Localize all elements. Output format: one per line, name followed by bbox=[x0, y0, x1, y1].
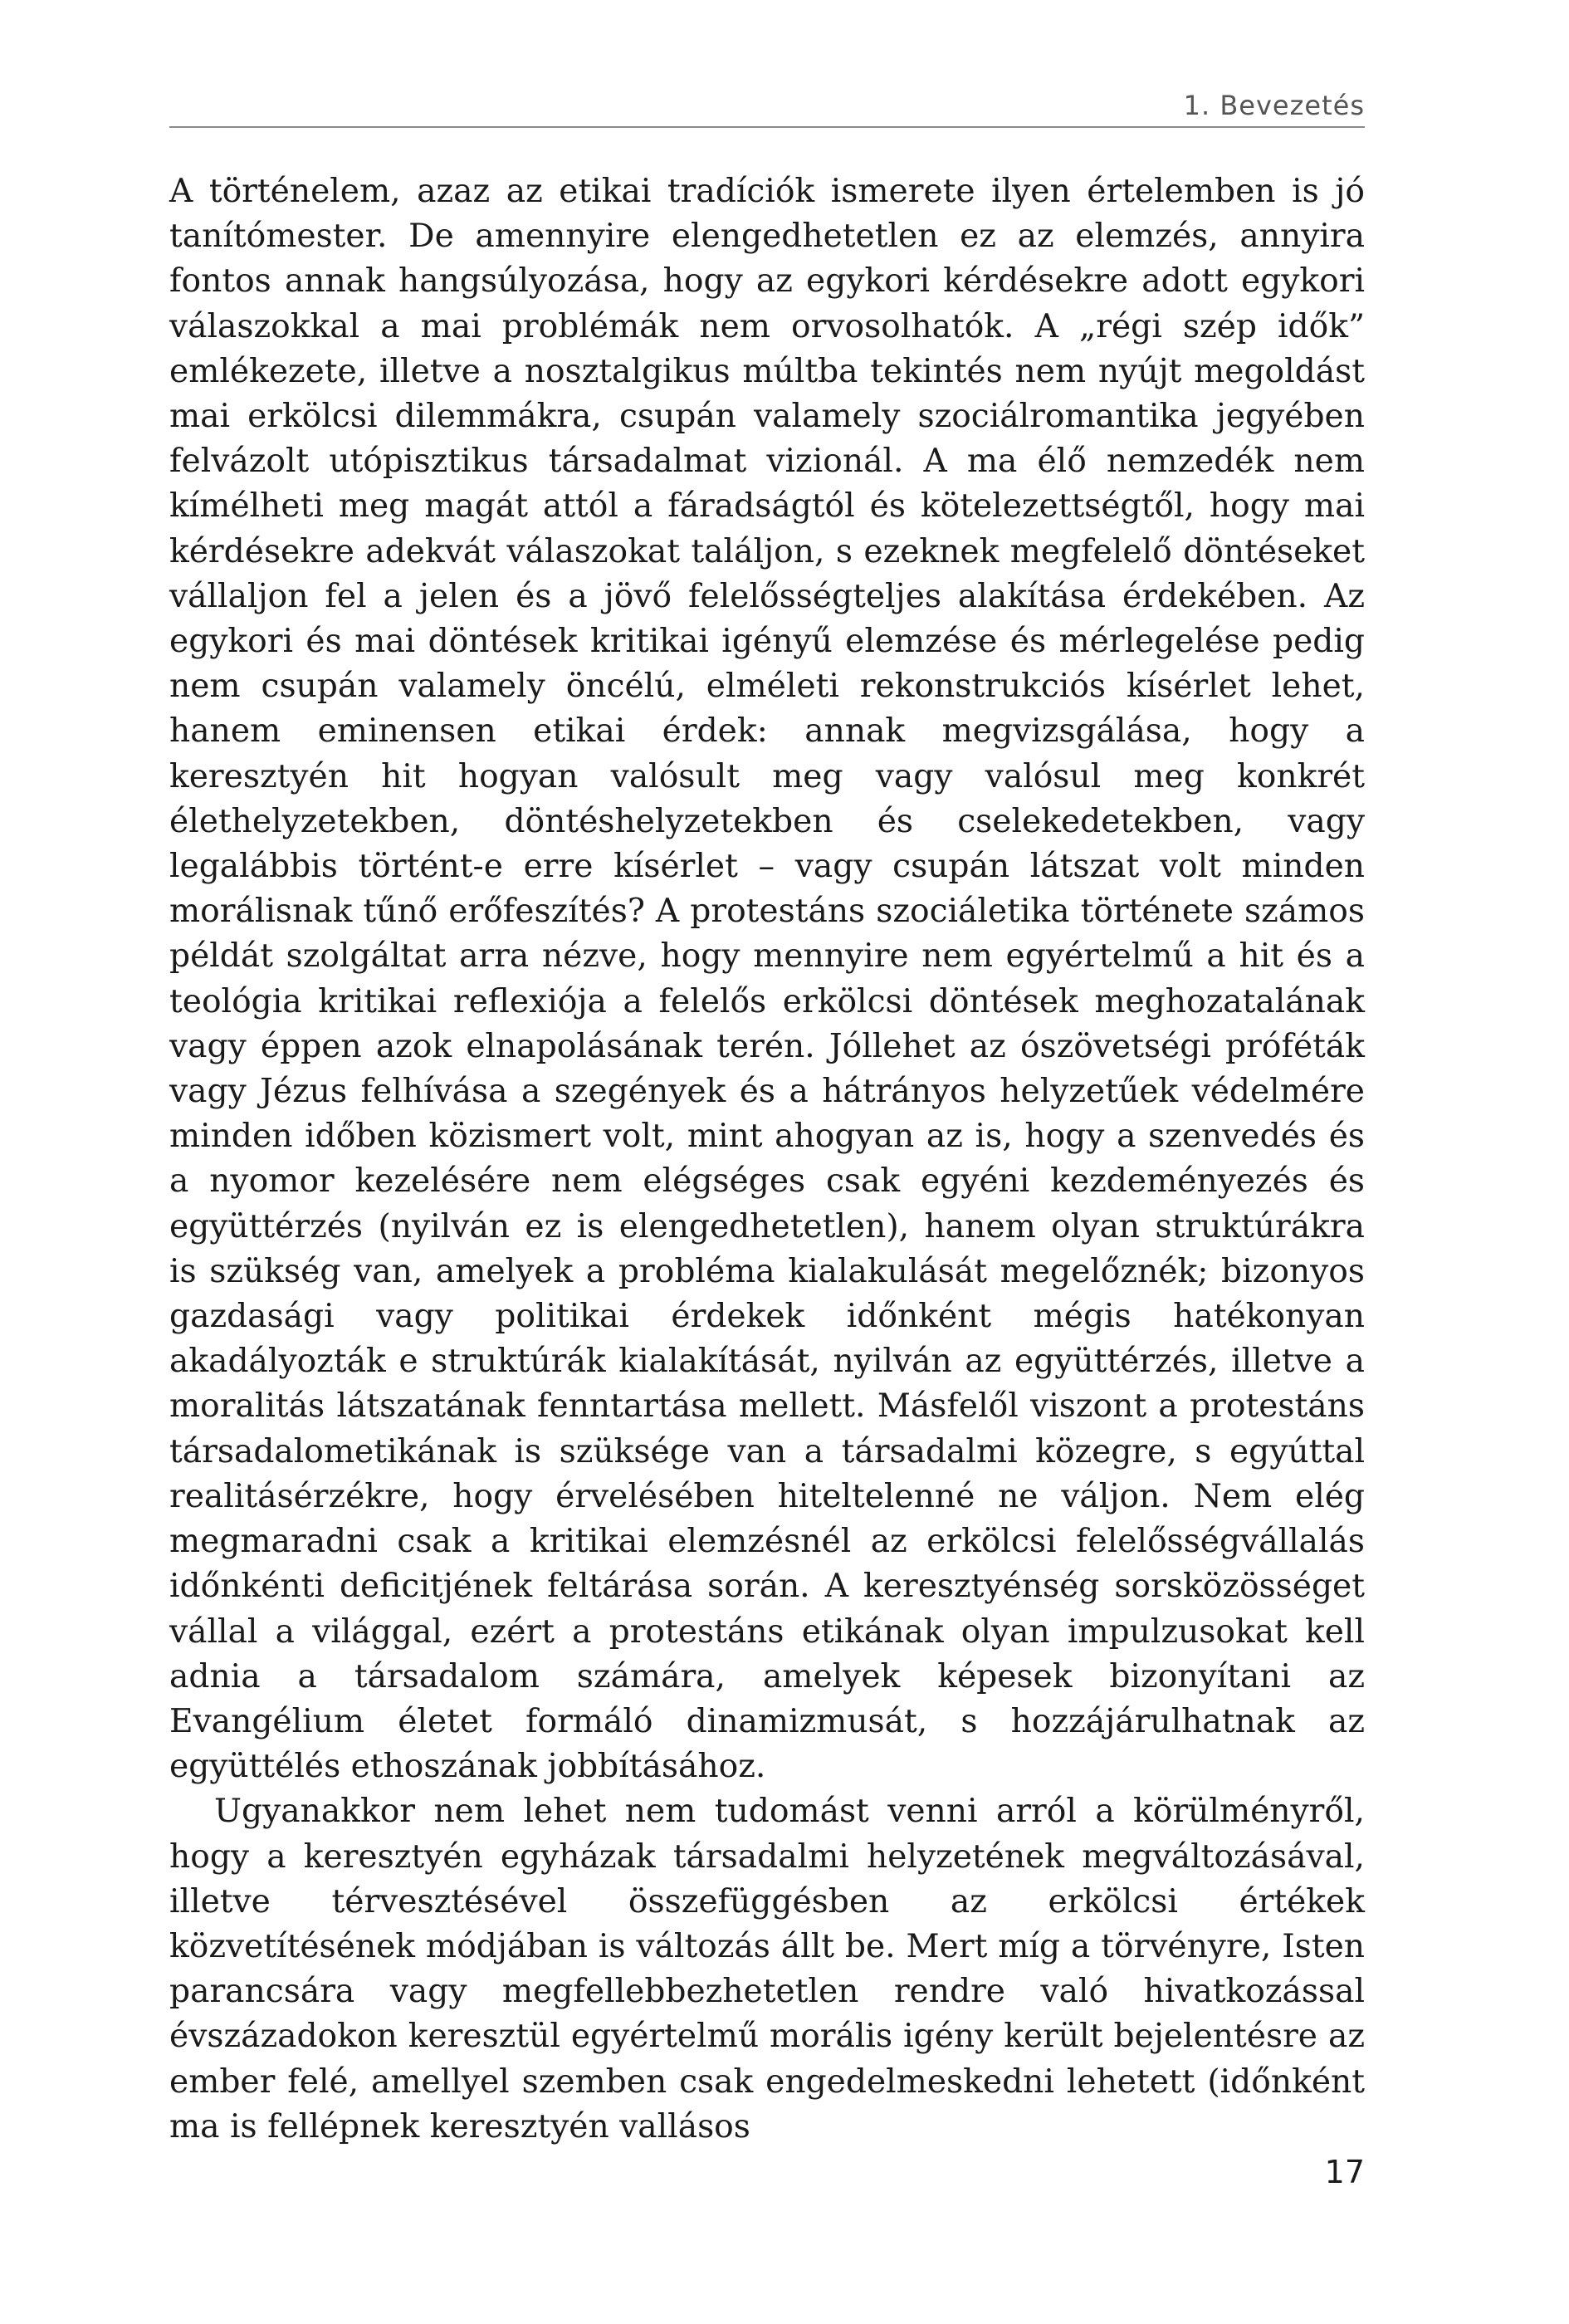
paragraph-1: A történelem, azaz az etikai tradíciók ismerete ilyen értelemben is jó tanítómester. De amennyire elengedhetetlen ez az elemzés, annyira fontos annak hangsúlyozása, hogy az egykori kérdésekre adott egykori válaszokkal a mai problémák nem orvosolhatók. A „régi szép idők” emlékezete, illetve a nosztalgikus múltba tekintés nem nyújt megoldást mai erkölcsi dilemmákra, csupán valamely szociálromantika jegyében felvázolt utópisztikus társadalmat vizionál. A ma élő nemzedék nem kímélheti meg magát attól a fáradságtól és kötelezettségtől, hogy mai kérdésekre adekvát válaszokat találjon, s ezeknek megfelelő döntéseket vállaljon fel a jelen és a jövő felelősségteljes alakítása érdekében. Az egykori és mai döntések kritikai igényű elemzése és mérlegelése pedig nem csupán valamely öncélú, elméleti rekonstrukciós kísérlet lehet, hanem eminensen etikai érdek: annak megvizsgálása, hogy a keresztyén hit hogyan valósult meg vagy valósul meg konkrét élethelyzetekben, döntéshelyzetekben és cselekedetekben, vagy legalábbis történt-e erre kísérlet – vagy csupán látszat volt minden morálisnak tűnő erőfeszítés? A protestáns szociáletika története számos példát szolgáltat arra nézve, hogy mennyire nem egyértelmű a hit és a teológia kritikai reflexiója a felelős erkölcsi döntések meghozatalának vagy éppen azok elnapolásának terén. Jóllehet az ószövetségi próféták vagy Jézus felhívása a szegények és a hátrányos helyzetűek védelmére minden időben közismert volt, mint ahogyan az is, hogy a szenvedés és a nyomor kezelésére nem elégséges csak egyéni kezdeményezés és együttérzés (nyilván ez is elengedhetetlen), hanem olyan struktúrákra is szükség van, amelyek a probléma kialakulását megelőznék; bizonyos gazdasági vagy politikai érdekek időnként mégis hatékonyan akadályozták e struktúrák kialakítását, nyilván az együttérzés, illetve a moralitás látszatának fenntartása mellett. Másfelől viszont a protestáns társadalometikának is szüksége van a társadalmi közegre, s egyúttal realitásérzékre, hogy érvelésében hiteltelenné ne váljon. Nem elég megmaradni csak a kritikai elemzésnél az erkölcsi felelősségvállalás időnkénti deficitjének feltárása során. A keresztyénség sorsközösséget vállal a világgal, ezért a protestáns etikának olyan impulzusokat kell adnia a társadalom számára, amelyek képesek bizonyítani az Evangélium életet formáló dinamizmusát, s hozzájárulhatnak az együttélés ethoszának jobbításához. bbox=[169, 173, 1365, 1786]
body-text bbox=[169, 169, 1365, 2150]
page-number: 17 bbox=[1324, 2154, 1365, 2190]
header-rule bbox=[169, 126, 1365, 128]
paragraph-2: Ugyanakkor nem lehet nem tudomást venni arról a körülményről, hogy a keresztyén egyházak társadalmi helyzetének megváltozásával, illetve térvesztésével összefüggésben az erkölcsi értékek közvetítésének módjában is változás állt be. Mert míg a törvényre, Isten parancsára vagy megfellebbezhetetlen rendre való hivatkozással évszázadokon keresztül egyértelmű morális igény került bejelentésre az ember felé, amellyel szemben csak engedelmeskedni lehetett (időnként ma is fellépnek keresztyén vallásos bbox=[169, 1793, 1365, 2145]
running-header: 1. Bevezetés bbox=[1183, 90, 1365, 121]
